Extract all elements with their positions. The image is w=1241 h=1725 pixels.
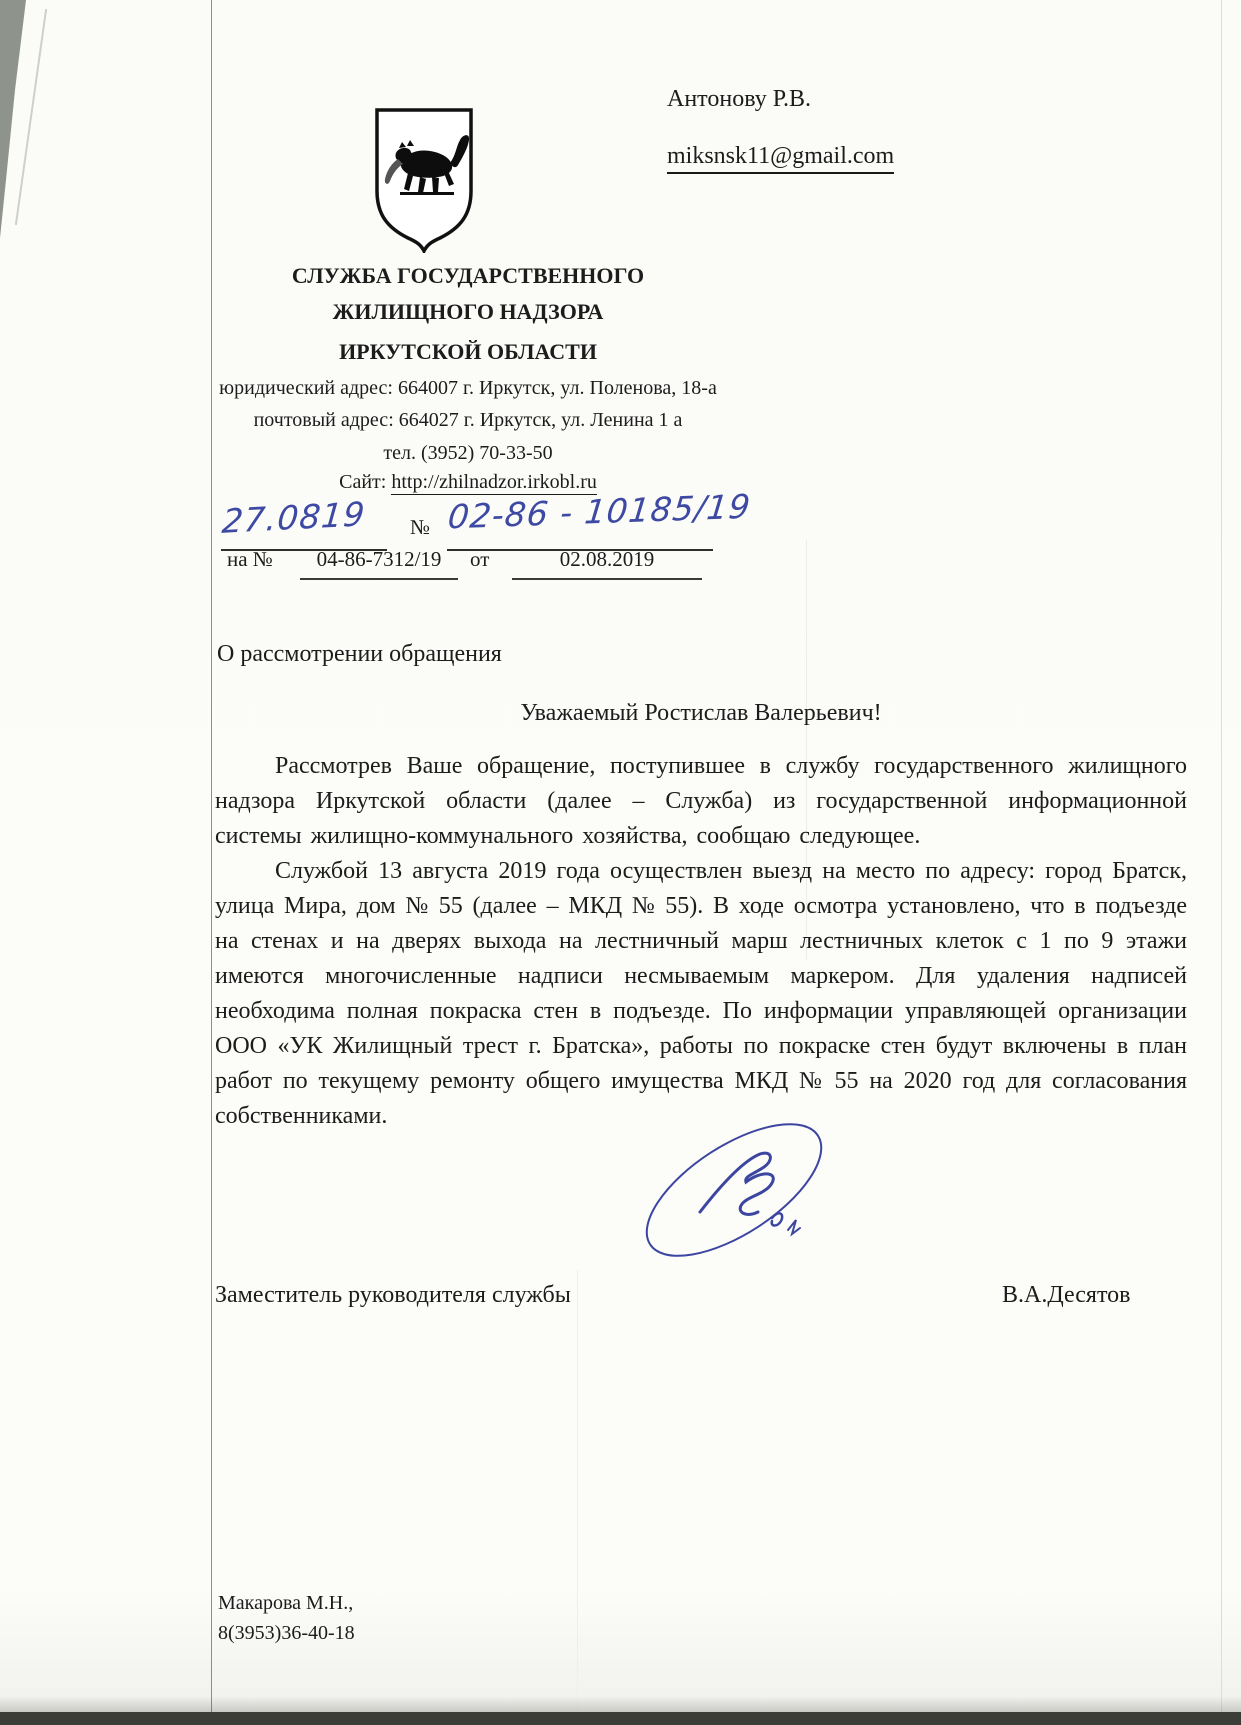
signer-position: Заместитель руководителя службы xyxy=(215,1282,571,1308)
scan-streak xyxy=(577,1270,578,1712)
scanner-background-corner xyxy=(0,0,70,240)
handwritten-outgoing-number: 02-86 - 10185/19 xyxy=(446,486,753,537)
org-name-line-1: СЛУЖБА ГОСУДАРСТВЕННОГО xyxy=(291,263,645,288)
signer-name: В.А.Десятов xyxy=(1002,1282,1131,1308)
incoming-number: 04-86-7312/19 xyxy=(316,547,442,571)
subject-line: О рассмотрении обращения xyxy=(217,641,502,667)
page-left-edge-line xyxy=(211,0,212,1712)
letterhead xyxy=(218,262,718,495)
body-paragraph-1: Рассмотрев Ваше обращение, поступившее в службу государственного жилищного надзора Иркутской области (далее – Служба) из государственной информационной системы жилищно-коммунального хозяйства, сообщаю следующее. xyxy=(215,753,1187,849)
website-url: http://zhilnadzor.irkobl.ru xyxy=(391,471,597,493)
page-right-edge-line xyxy=(1221,0,1222,1712)
website-label: Сайт: xyxy=(339,471,387,493)
handwritten-signature-icon xyxy=(622,1110,872,1265)
executor-name: Макарова М.Н., xyxy=(218,1592,354,1614)
org-name-line-2: ЖИЛИЩНОГО НАДЗОРА xyxy=(332,299,604,324)
executor-block xyxy=(218,1588,355,1648)
recipient-email: miksnsk11@gmail.com xyxy=(667,143,894,174)
salutation: Уважаемый Ростислав Валерьевич! xyxy=(520,700,882,726)
org-name-line-3: ИРКУТСКОЙ ОБЛАСТИ xyxy=(339,339,597,364)
scanner-bottom-edge xyxy=(0,1712,1241,1725)
incoming-date: 02.08.2019 xyxy=(559,547,655,571)
letter-body xyxy=(215,749,1187,1134)
number-sign-label: № xyxy=(410,515,431,539)
scan-bottom-shadow xyxy=(0,1696,1241,1712)
incoming-date-underline xyxy=(512,578,702,580)
executor-phone: 8(3953)36-40-18 xyxy=(218,1622,355,1644)
postal-address: почтовый адрес: 664027 г. Иркутск, ул. Ленина 1 а xyxy=(253,409,683,431)
from-label: от xyxy=(470,547,490,571)
irkutsk-oblast-coat-of-arms-icon xyxy=(368,103,480,253)
incoming-number-underline xyxy=(300,578,458,580)
incoming-number-label: на № xyxy=(227,547,273,571)
legal-address: юридический адрес: 664007 г. Иркутск, ул. Поленова, 18-а xyxy=(219,377,717,399)
recipient-name: Антонову Р.В. xyxy=(667,86,812,112)
phone-line: тел. (3952) 70-33-50 xyxy=(383,442,553,464)
handwritten-outgoing-date: 27.0819 xyxy=(220,494,368,541)
body-paragraph-2: Службой 13 августа 2019 года осуществлен выезд на место по адресу: город Братск, улица Мира, дом № 55 (далее – МКД № 55). В ходе осмотра установлено, что в подъезде на стенах и на дверях выхода на лестничный марш лестничных клеток с 1 по 9 этажи имеются многочисленные надписи несмываемым маркером. Для удаления надписей необходима полная покраска стен в подъезде. По информации управляющей организации ООО «УК Жилищный трест г. Братска», работы по покраске стен будут включены в план работ по текущему ремонту общего имущества МКД № 55 на 2020 год для согласования собственниками. xyxy=(215,858,1187,1129)
